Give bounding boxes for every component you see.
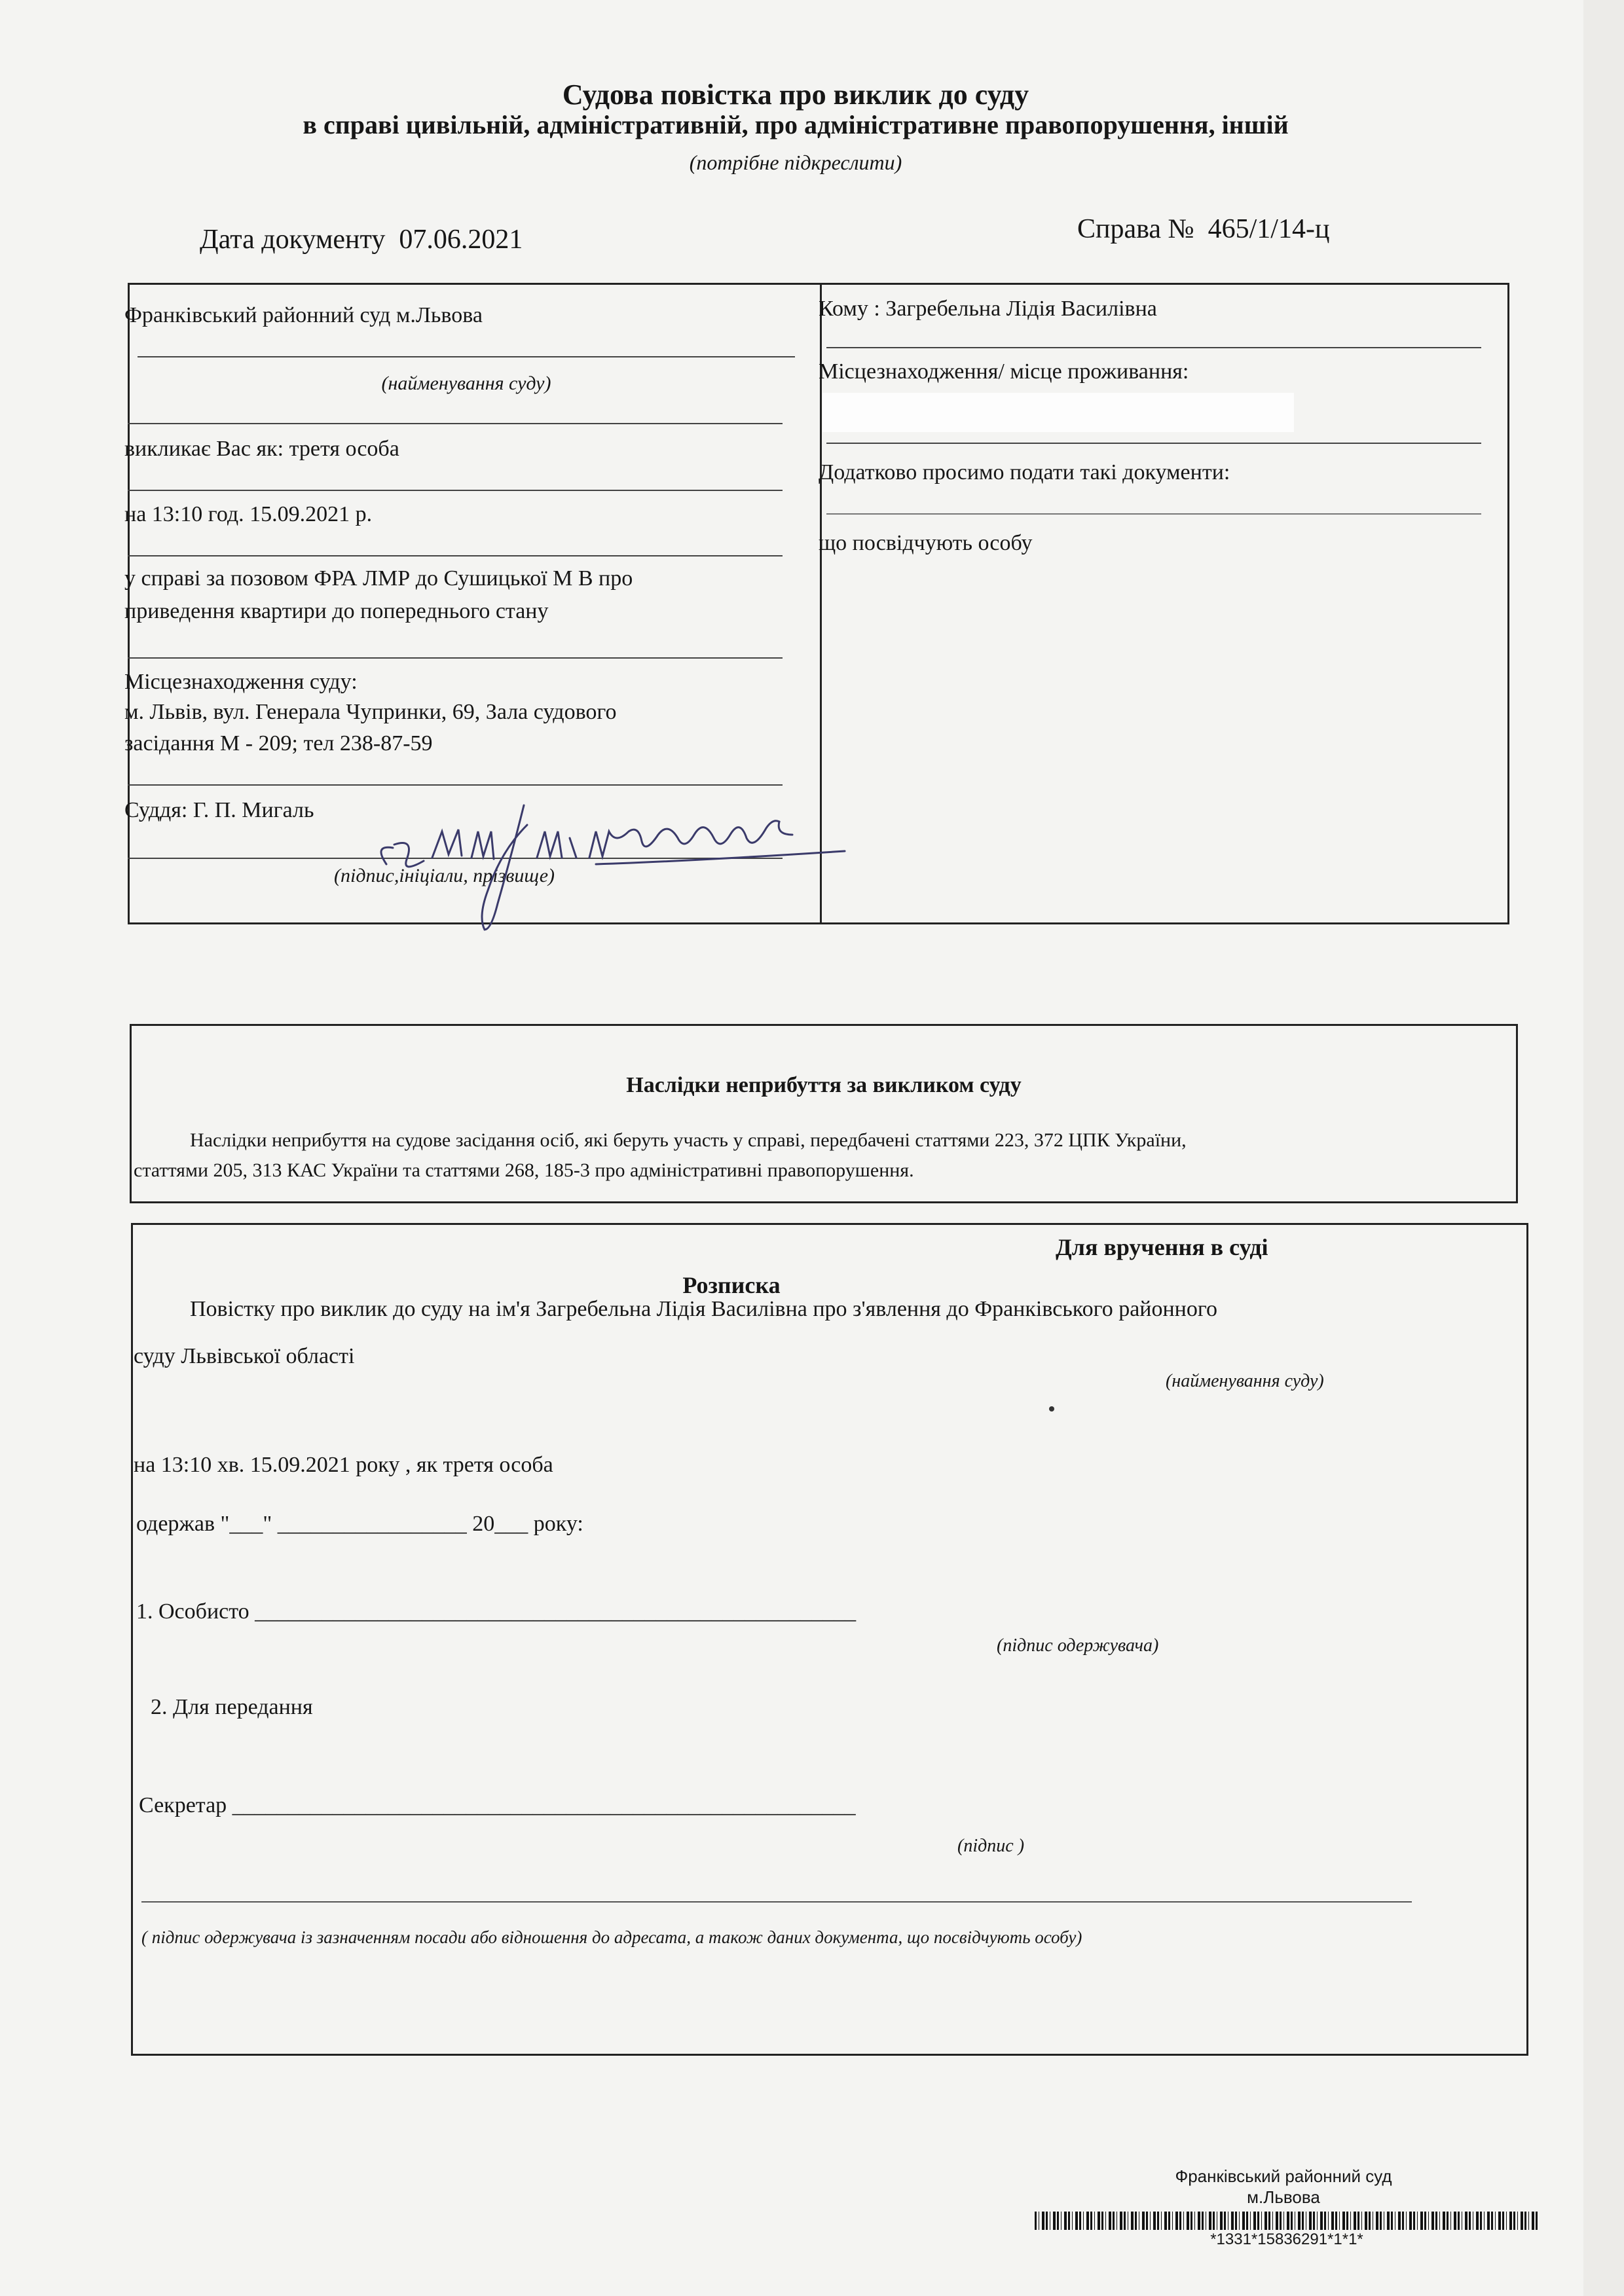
case-number xyxy=(1077,212,1329,246)
court-name: Франківський районний суд м.Львова xyxy=(124,303,483,327)
court-location-line1: м. Львів, вул. Генерала Чупринки, 69, Зала судового xyxy=(124,700,617,724)
rule xyxy=(128,423,783,424)
court-name-caption: (найменування суду) xyxy=(381,373,551,394)
consequences-text-line1: Наслідки неприбуття на судове засідання осіб, які беруть участь у справі, передбачені статтями 223, 372 ЦПК України, xyxy=(190,1129,1187,1151)
barcode-icon xyxy=(1035,2212,1539,2230)
receipt-line2: суду Львівської області xyxy=(134,1344,355,1368)
case-text-line2: приведення квартири до попереднього стану xyxy=(124,599,549,623)
consequences-text-line2: статтями 205, 313 КАС України та статтями 268, 185-3 про адміністративні правопорушення. xyxy=(134,1159,914,1181)
court-location-label: Місцезнаходження суду: xyxy=(124,670,358,694)
secretary-signature-caption: (підпис ) xyxy=(957,1836,1025,1856)
rule xyxy=(138,356,795,357)
consequences-title: Наслідки неприбуття за викликом суду xyxy=(626,1073,1022,1097)
hearing-time: на 13:10 год. 15.09.2021 р. xyxy=(124,502,373,526)
for-court-label: Для вручення в суді xyxy=(1056,1234,1268,1260)
case-number-label: Справа № xyxy=(1077,214,1194,244)
redacted-address xyxy=(822,393,1294,432)
footer-court-line1: Франківський районний суд xyxy=(1175,2166,1392,2186)
receipt-court-caption: (найменування суду) xyxy=(1166,1371,1324,1391)
barcode-text: *1331*15836291*1*1* xyxy=(1210,2231,1363,2248)
rule xyxy=(141,1901,1412,1903)
summoned-as: викликає Вас як: третя особа xyxy=(124,437,399,461)
rule xyxy=(826,347,1481,348)
address-label: Місцезнаходження/ місце проживання: xyxy=(819,359,1189,384)
rule xyxy=(128,555,783,556)
underline-note: (потрібне підкреслити) xyxy=(689,151,902,174)
rule xyxy=(826,443,1481,444)
for-transfer-label: 2. Для передання xyxy=(151,1695,313,1719)
personally-line: 1. Особисто ______________________________________________________ xyxy=(136,1599,857,1624)
receipt-title: Розписка xyxy=(682,1272,781,1298)
footer-court-line2: м.Львова xyxy=(1247,2187,1320,2207)
receipt-line1: Повістку про виклик до суду на ім'я Загребельна Лідія Василівна про з'явлення до Франківського районного xyxy=(190,1297,1217,1321)
doc-date-label: Дата документу xyxy=(200,225,386,255)
doc-date xyxy=(200,223,523,257)
case-text-line1: у справі за позовом ФРА ЛМР до Сушицької М В про xyxy=(124,566,633,591)
addressee: Кому : Загребельна Лідія Василівна xyxy=(819,297,1157,321)
rule xyxy=(826,513,1481,515)
scan-edge xyxy=(1583,0,1624,2296)
secretary-line: Секретар ________________________________________________________ xyxy=(139,1793,856,1817)
judge-name: Суддя: Г. П. Мигаль xyxy=(124,798,314,822)
rule xyxy=(128,657,783,659)
signature-caption: (підпис,ініціали, прізвище) xyxy=(334,865,555,886)
doc-date-value: 07.06.2021 xyxy=(399,225,523,255)
received-line: одержав "___" _________________ 20___ року: xyxy=(136,1512,583,1536)
page-title: Судова повістка про виклик до суду xyxy=(562,79,1029,111)
court-location-line2: засідання М - 209; тел 238-87-59 xyxy=(124,731,433,756)
documents-label: Додатково просимо подати такі документи: xyxy=(819,460,1230,484)
documents-value: що посвідчують особу xyxy=(819,531,1033,555)
page-subtitle: в справі цивільній, адміністративній, про адміністративне правопорушення, іншій xyxy=(303,110,1289,139)
recipient-signature-caption: (підпис одержувача) xyxy=(997,1635,1159,1656)
receipt-time-line: на 13:10 хв. 15.09.2021 року , як третя особа xyxy=(134,1453,553,1477)
case-number-value: 465/1/14-ц xyxy=(1208,214,1330,244)
bottom-signature-caption: ( підпис одержувача із зазначенням посади або відношення до адресата, а також даних документа, що посвідчують особу) xyxy=(141,1927,1082,1947)
scan-speck xyxy=(1049,1406,1054,1412)
rule xyxy=(128,490,783,491)
handwritten-signature-icon xyxy=(373,766,858,936)
